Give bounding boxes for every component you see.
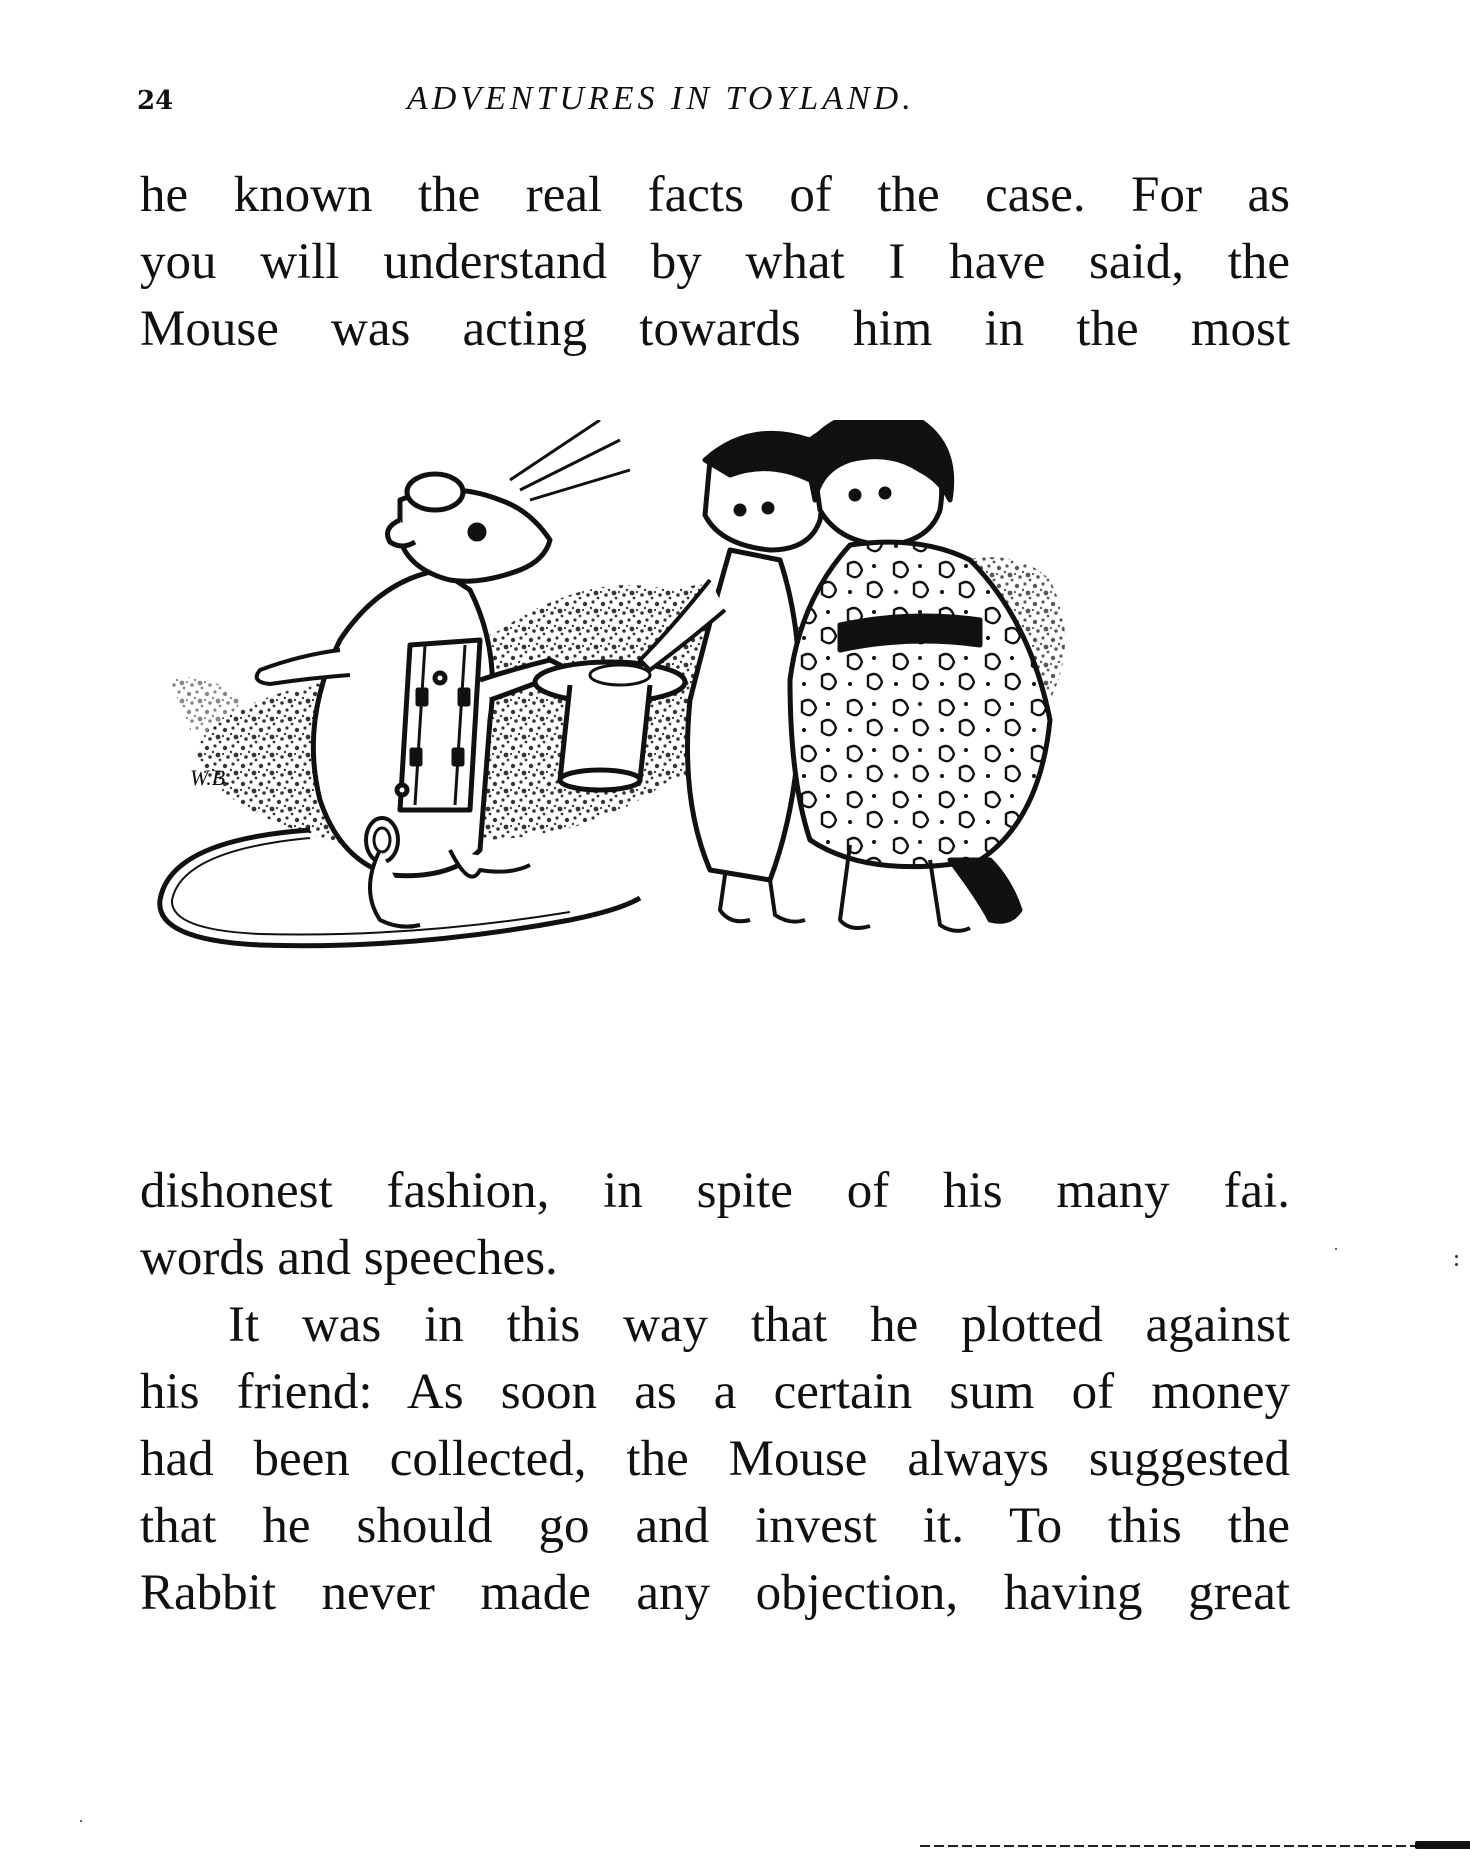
scan-speck	[1335, 1248, 1337, 1250]
text-line: he known the real facts of the case. For as	[140, 167, 1290, 223]
text-line: his friend: As soon as a certain sum of money	[140, 1364, 1290, 1420]
scan-speck	[1455, 1263, 1458, 1266]
scan-speck	[1455, 1255, 1458, 1258]
running-title: ADVENTURES IN TOYLAND.	[407, 80, 915, 117]
text-line: Mouse was acting towards him in the most	[140, 301, 1290, 357]
text-line: that he should go and invest it. To this the	[140, 1498, 1290, 1554]
running-head	[137, 80, 1297, 130]
text-line: It was in this way that he plotted against	[228, 1297, 1290, 1353]
scan-edge-mark	[1415, 1841, 1470, 1849]
dolls-figure	[640, 420, 1050, 931]
text-line: words and speeches.	[140, 1230, 558, 1286]
mouse-and-dolls-illustration	[150, 420, 1280, 1130]
paragraph-continued	[140, 162, 1290, 363]
text-line: had been collected, the Mouse always suggested	[140, 1431, 1290, 1487]
paragraph	[140, 1158, 1290, 1627]
scan-edge-rule	[920, 1845, 1465, 1847]
artist-monogram: W.B.	[190, 765, 231, 790]
text-line: dishonest fashion, in spite of his many fai.	[140, 1163, 1290, 1219]
text-line: Rabbit never made any objection, having great	[140, 1565, 1290, 1621]
text-line: you will understand by what I have said, the	[140, 234, 1290, 290]
page-number: 24	[137, 86, 174, 116]
scan-speck	[80, 1820, 82, 1822]
